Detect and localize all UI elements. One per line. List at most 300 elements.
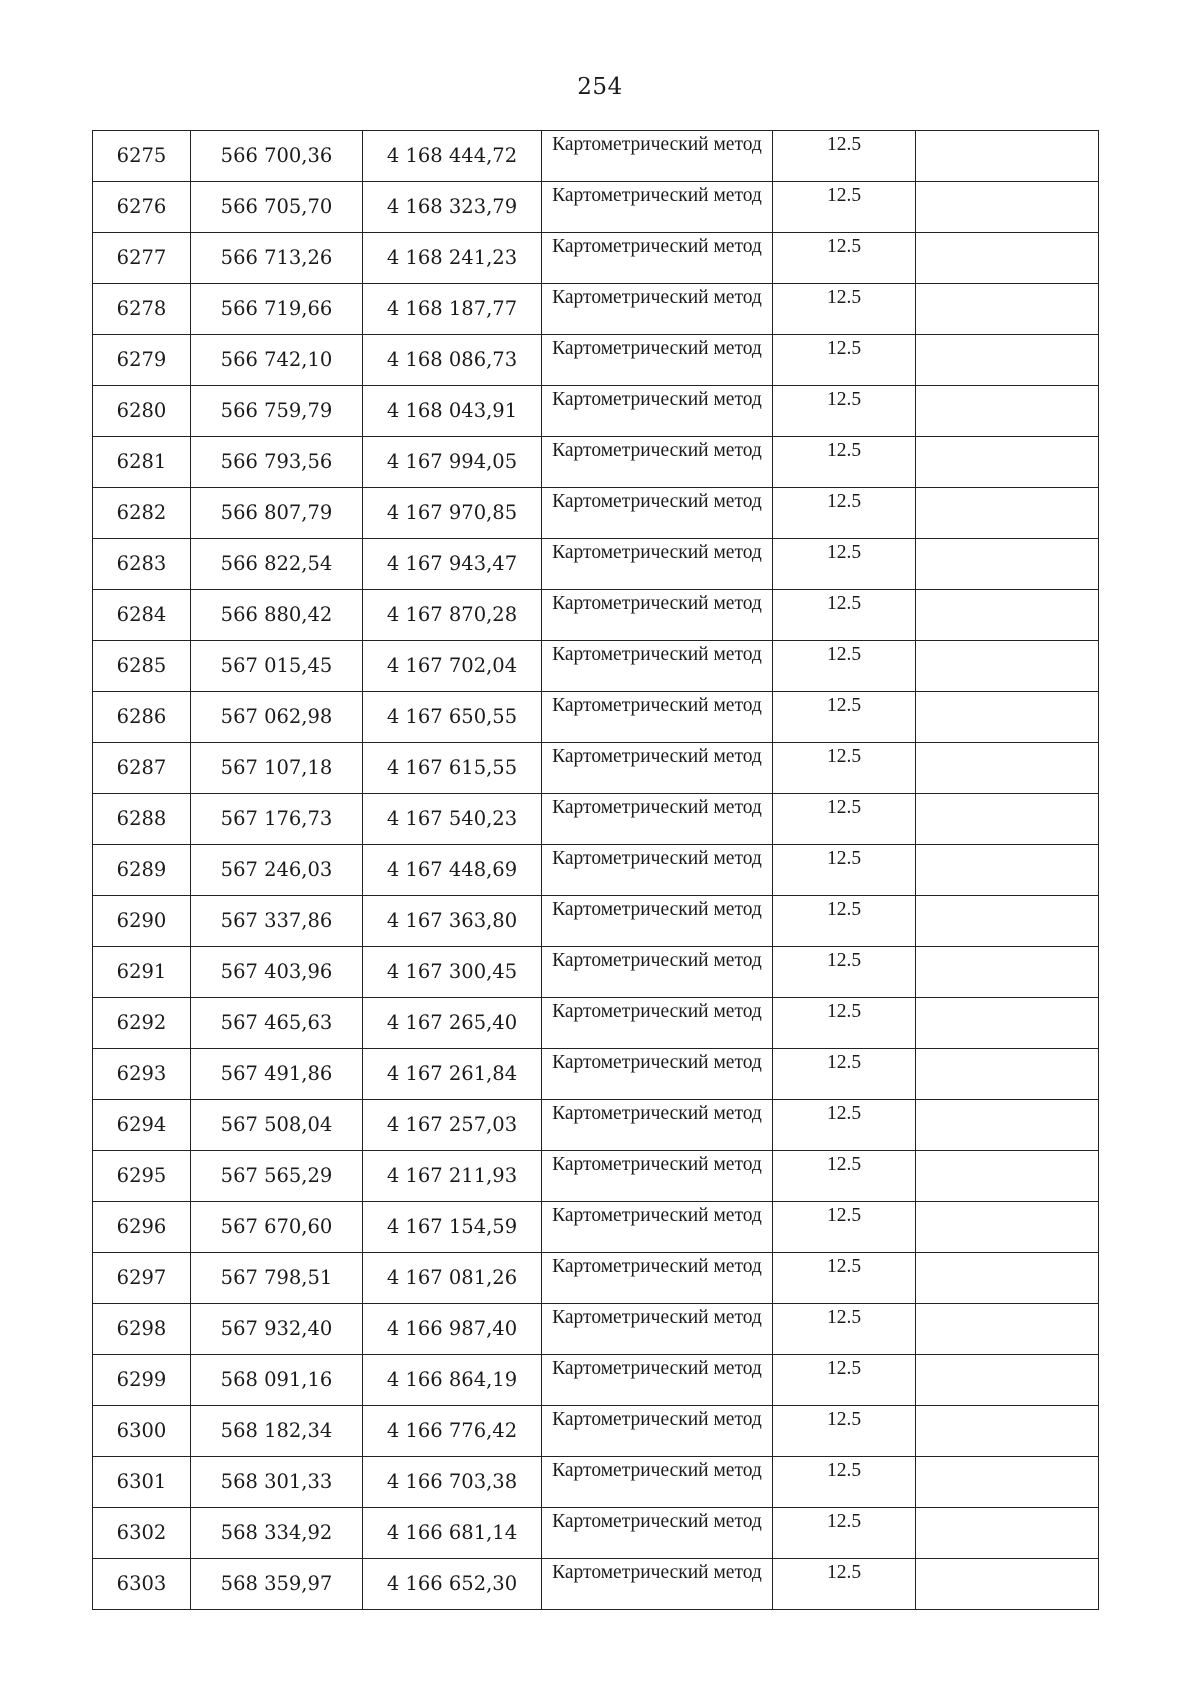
point-number-cell-text: 6295 [116, 1164, 167, 1188]
point-number-cell [93, 1151, 191, 1202]
y-coordinate-cell [363, 1202, 542, 1253]
point-number-cell [93, 335, 191, 386]
y-coordinate-cell-text: 4 166 652,30 [386, 1572, 518, 1596]
y-coordinate-cell [363, 896, 542, 947]
y-coordinate-cell [363, 641, 542, 692]
point-number-cell [93, 794, 191, 845]
accuracy-cell [773, 641, 916, 692]
y-coordinate-cell [363, 182, 542, 233]
x-coordinate-cell [191, 998, 363, 1049]
table-row [93, 641, 1099, 692]
accuracy-cell [773, 1304, 916, 1355]
accuracy-cell-text: 12.5 [826, 848, 862, 869]
y-coordinate-cell [363, 1304, 542, 1355]
method-cell [542, 1100, 773, 1151]
method-cell [542, 1253, 773, 1304]
y-coordinate-cell-text: 4 167 265,40 [386, 1011, 518, 1035]
table-row [93, 1508, 1099, 1559]
x-coordinate-cell-text: 568 334,92 [220, 1521, 333, 1545]
table-row [93, 488, 1099, 539]
point-number-cell-text: 6288 [116, 807, 167, 831]
y-coordinate-cell-text: 4 168 241,23 [386, 246, 518, 270]
method-cell-text: Картометрический метод [552, 1001, 762, 1022]
x-coordinate-cell-text: 568 359,97 [220, 1572, 333, 1596]
x-coordinate-cell [191, 386, 363, 437]
note-cell [916, 998, 1099, 1049]
point-number-cell-text: 6301 [116, 1470, 167, 1494]
y-coordinate-cell-text: 4 167 702,04 [386, 654, 518, 678]
x-coordinate-cell-text: 567 932,40 [220, 1317, 333, 1341]
method-cell-text: Картометрический метод [552, 1052, 762, 1073]
table-row [93, 1049, 1099, 1100]
note-cell [916, 1559, 1099, 1610]
method-cell-text: Картометрический метод [552, 1103, 762, 1124]
accuracy-cell [773, 1253, 916, 1304]
point-number-cell-text: 6294 [116, 1113, 167, 1137]
note-cell [916, 1253, 1099, 1304]
method-cell-text: Картометрический метод [552, 1154, 762, 1175]
note-cell [916, 845, 1099, 896]
point-number-cell-text: 6280 [116, 399, 167, 423]
y-coordinate-cell-text: 4 167 994,05 [386, 450, 518, 474]
coordinates-table [92, 130, 1099, 1610]
method-cell-text: Картометрический метод [552, 1562, 762, 1583]
point-number-cell-text: 6287 [116, 756, 167, 780]
method-cell-text: Картометрический метод [552, 134, 762, 155]
y-coordinate-cell [363, 131, 542, 182]
note-cell [916, 794, 1099, 845]
method-cell [542, 998, 773, 1049]
accuracy-cell [773, 386, 916, 437]
method-cell [542, 1559, 773, 1610]
y-coordinate-cell [363, 1100, 542, 1151]
accuracy-cell [773, 233, 916, 284]
x-coordinate-cell [191, 947, 363, 998]
point-number-cell [93, 1508, 191, 1559]
x-coordinate-cell [191, 1559, 363, 1610]
method-cell [542, 896, 773, 947]
y-coordinate-cell [363, 1049, 542, 1100]
x-coordinate-cell [191, 896, 363, 947]
point-number-cell-text: 6278 [116, 297, 167, 321]
point-number-cell [93, 539, 191, 590]
method-cell [542, 590, 773, 641]
note-cell [916, 1304, 1099, 1355]
note-cell [916, 1457, 1099, 1508]
accuracy-cell-text: 12.5 [826, 1460, 862, 1481]
x-coordinate-cell [191, 233, 363, 284]
x-coordinate-cell-text: 566 742,10 [220, 348, 333, 372]
y-coordinate-cell-text: 4 167 943,47 [386, 552, 518, 576]
x-coordinate-cell-text: 567 337,86 [220, 909, 333, 933]
point-number-cell-text: 6300 [116, 1419, 167, 1443]
x-coordinate-cell-text: 567 670,60 [220, 1215, 333, 1239]
y-coordinate-cell [363, 1508, 542, 1559]
table-row [93, 743, 1099, 794]
y-coordinate-cell [363, 1559, 542, 1610]
x-coordinate-cell-text: 566 700,36 [220, 144, 333, 168]
x-coordinate-cell [191, 1100, 363, 1151]
method-cell-text: Картометрический метод [552, 338, 762, 359]
accuracy-cell [773, 284, 916, 335]
x-coordinate-cell [191, 845, 363, 896]
accuracy-cell-text: 12.5 [826, 338, 862, 359]
table-row [93, 1559, 1099, 1610]
method-cell [542, 1049, 773, 1100]
accuracy-cell-text: 12.5 [826, 1562, 862, 1583]
y-coordinate-cell [363, 1151, 542, 1202]
x-coordinate-cell [191, 1355, 363, 1406]
y-coordinate-cell-text: 4 168 323,79 [386, 195, 518, 219]
point-number-cell-text: 6279 [116, 348, 167, 372]
x-coordinate-cell-text: 567 565,29 [220, 1164, 333, 1188]
table-row [93, 1406, 1099, 1457]
method-cell [542, 335, 773, 386]
x-coordinate-cell [191, 1049, 363, 1100]
method-cell-text: Картометрический метод [552, 1409, 762, 1430]
method-cell [542, 743, 773, 794]
method-cell [542, 1355, 773, 1406]
y-coordinate-cell [363, 794, 542, 845]
point-number-cell-text: 6275 [116, 144, 167, 168]
table-row [93, 947, 1099, 998]
method-cell-text: Картометрический метод [552, 950, 762, 971]
table-row [93, 794, 1099, 845]
point-number-cell [93, 386, 191, 437]
y-coordinate-cell [363, 590, 542, 641]
accuracy-cell-text: 12.5 [826, 1001, 862, 1022]
note-cell [916, 1508, 1099, 1559]
x-coordinate-cell-text: 567 798,51 [220, 1266, 333, 1290]
x-coordinate-cell-text: 567 015,45 [220, 654, 333, 678]
table-row [93, 896, 1099, 947]
accuracy-cell [773, 1457, 916, 1508]
accuracy-cell-text: 12.5 [826, 542, 862, 563]
y-coordinate-cell-text: 4 166 864,19 [386, 1368, 518, 1392]
point-number-cell [93, 131, 191, 182]
x-coordinate-cell-text: 567 107,18 [220, 756, 333, 780]
x-coordinate-cell [191, 1457, 363, 1508]
accuracy-cell [773, 539, 916, 590]
accuracy-cell-text: 12.5 [826, 440, 862, 461]
method-cell [542, 947, 773, 998]
point-number-cell [93, 437, 191, 488]
method-cell-text: Картометрический метод [552, 797, 762, 818]
y-coordinate-cell-text: 4 167 540,23 [386, 807, 518, 831]
table-row [93, 1100, 1099, 1151]
note-cell [916, 437, 1099, 488]
point-number-cell-text: 6290 [116, 909, 167, 933]
method-cell-text: Картометрический метод [552, 1307, 762, 1328]
method-cell [542, 1457, 773, 1508]
x-coordinate-cell [191, 794, 363, 845]
method-cell [542, 437, 773, 488]
accuracy-cell [773, 1151, 916, 1202]
method-cell-text: Картометрический метод [552, 185, 762, 206]
table-row [93, 1202, 1099, 1253]
point-number-cell-text: 6298 [116, 1317, 167, 1341]
accuracy-cell-text: 12.5 [826, 134, 862, 155]
accuracy-cell [773, 131, 916, 182]
x-coordinate-cell-text: 567 465,63 [220, 1011, 333, 1035]
y-coordinate-cell-text: 4 168 086,73 [386, 348, 518, 372]
table-row [93, 335, 1099, 386]
x-coordinate-cell [191, 641, 363, 692]
accuracy-cell-text: 12.5 [826, 1307, 862, 1328]
point-number-cell [93, 692, 191, 743]
point-number-cell-text: 6285 [116, 654, 167, 678]
method-cell [542, 233, 773, 284]
y-coordinate-cell-text: 4 167 261,84 [386, 1062, 518, 1086]
method-cell [542, 284, 773, 335]
accuracy-cell-text: 12.5 [826, 746, 862, 767]
table-row [93, 692, 1099, 743]
note-cell [916, 1151, 1099, 1202]
method-cell-text: Картометрический метод [552, 695, 762, 716]
accuracy-cell [773, 1508, 916, 1559]
table-row [93, 539, 1099, 590]
accuracy-cell-text: 12.5 [826, 236, 862, 257]
y-coordinate-cell-text: 4 166 681,14 [386, 1521, 518, 1545]
y-coordinate-cell-text: 4 167 081,26 [386, 1266, 518, 1290]
point-number-cell [93, 1253, 191, 1304]
method-cell-text: Картометрический метод [552, 1460, 762, 1481]
method-cell-text: Картометрический метод [552, 1205, 762, 1226]
point-number-cell-text: 6303 [116, 1572, 167, 1596]
table-row [93, 1457, 1099, 1508]
x-coordinate-cell [191, 1202, 363, 1253]
note-cell [916, 488, 1099, 539]
x-coordinate-cell-text: 567 491,86 [220, 1062, 333, 1086]
point-number-cell [93, 1355, 191, 1406]
note-cell [916, 284, 1099, 335]
method-cell [542, 1406, 773, 1457]
point-number-cell-text: 6277 [116, 246, 167, 270]
point-number-cell [93, 1457, 191, 1508]
method-cell [542, 131, 773, 182]
method-cell [542, 845, 773, 896]
point-number-cell-text: 6296 [116, 1215, 167, 1239]
method-cell-text: Картометрический метод [552, 746, 762, 767]
method-cell-text: Картометрический метод [552, 899, 762, 920]
point-number-cell [93, 845, 191, 896]
accuracy-cell [773, 845, 916, 896]
x-coordinate-cell [191, 692, 363, 743]
x-coordinate-cell-text: 566 705,70 [220, 195, 333, 219]
y-coordinate-cell-text: 4 167 448,69 [386, 858, 518, 882]
method-cell-text: Картометрический метод [552, 287, 762, 308]
point-number-cell [93, 947, 191, 998]
x-coordinate-cell-text: 568 301,33 [220, 1470, 333, 1494]
x-coordinate-cell [191, 335, 363, 386]
point-number-cell-text: 6302 [116, 1521, 167, 1545]
accuracy-cell-text: 12.5 [826, 1103, 862, 1124]
x-coordinate-cell-text: 567 403,96 [220, 960, 333, 984]
x-coordinate-cell [191, 1406, 363, 1457]
point-number-cell [93, 233, 191, 284]
point-number-cell [93, 998, 191, 1049]
accuracy-cell-text: 12.5 [826, 1511, 862, 1532]
x-coordinate-cell-text: 566 822,54 [220, 552, 333, 576]
point-number-cell-text: 6283 [116, 552, 167, 576]
table-row [93, 131, 1099, 182]
x-coordinate-cell-text: 566 759,79 [220, 399, 333, 423]
accuracy-cell-text: 12.5 [826, 1052, 862, 1073]
x-coordinate-cell-text: 566 713,26 [220, 246, 333, 270]
accuracy-cell-text: 12.5 [826, 287, 862, 308]
method-cell-text: Картометрический метод [552, 236, 762, 257]
page-number: 254 [577, 74, 623, 100]
x-coordinate-cell [191, 131, 363, 182]
accuracy-cell [773, 590, 916, 641]
accuracy-cell-text: 12.5 [826, 1256, 862, 1277]
point-number-cell [93, 182, 191, 233]
accuracy-cell [773, 1100, 916, 1151]
accuracy-cell [773, 1355, 916, 1406]
x-coordinate-cell-text: 566 719,66 [220, 297, 333, 321]
x-coordinate-cell [191, 1253, 363, 1304]
point-number-cell-text: 6299 [116, 1368, 167, 1392]
point-number-cell [93, 743, 191, 794]
x-coordinate-cell [191, 539, 363, 590]
table-row [93, 233, 1099, 284]
x-coordinate-cell [191, 1304, 363, 1355]
x-coordinate-cell-text: 567 176,73 [220, 807, 333, 831]
point-number-cell [93, 1559, 191, 1610]
method-cell [542, 539, 773, 590]
accuracy-cell-text: 12.5 [826, 593, 862, 614]
table-row [93, 1151, 1099, 1202]
y-coordinate-cell-text: 4 166 987,40 [386, 1317, 518, 1341]
note-cell [916, 539, 1099, 590]
method-cell-text: Картометрический метод [552, 1256, 762, 1277]
note-cell [916, 386, 1099, 437]
method-cell [542, 794, 773, 845]
y-coordinate-cell [363, 335, 542, 386]
note-cell [916, 743, 1099, 794]
table-row [93, 590, 1099, 641]
method-cell-text: Картометрический метод [552, 542, 762, 563]
point-number-cell-text: 6297 [116, 1266, 167, 1290]
y-coordinate-cell [363, 1406, 542, 1457]
y-coordinate-cell [363, 743, 542, 794]
x-coordinate-cell [191, 488, 363, 539]
accuracy-cell-text: 12.5 [826, 899, 862, 920]
table-row [93, 1355, 1099, 1406]
accuracy-cell [773, 335, 916, 386]
table-row [93, 845, 1099, 896]
accuracy-cell [773, 488, 916, 539]
y-coordinate-cell [363, 539, 542, 590]
table-row [93, 1304, 1099, 1355]
y-coordinate-cell [363, 692, 542, 743]
x-coordinate-cell-text: 568 091,16 [220, 1368, 333, 1392]
y-coordinate-cell [363, 386, 542, 437]
table-row [93, 1253, 1099, 1304]
y-coordinate-cell-text: 4 167 650,55 [386, 705, 518, 729]
y-coordinate-cell-text: 4 167 363,80 [386, 909, 518, 933]
y-coordinate-cell [363, 1253, 542, 1304]
x-coordinate-cell-text: 568 182,34 [220, 1419, 333, 1443]
y-coordinate-cell [363, 1457, 542, 1508]
y-coordinate-cell [363, 845, 542, 896]
method-cell-text: Картометрический метод [552, 1511, 762, 1532]
x-coordinate-cell-text: 567 508,04 [220, 1113, 333, 1137]
method-cell [542, 488, 773, 539]
coordinates-table-body [93, 131, 1099, 1610]
method-cell [542, 1202, 773, 1253]
accuracy-cell-text: 12.5 [826, 1154, 862, 1175]
y-coordinate-cell-text: 4 166 703,38 [386, 1470, 518, 1494]
y-coordinate-cell-text: 4 167 154,59 [386, 1215, 518, 1239]
point-number-cell-text: 6284 [116, 603, 167, 627]
note-cell [916, 1202, 1099, 1253]
table-row [93, 437, 1099, 488]
point-number-cell [93, 284, 191, 335]
accuracy-cell [773, 692, 916, 743]
x-coordinate-cell [191, 437, 363, 488]
accuracy-cell [773, 998, 916, 1049]
point-number-cell [93, 1049, 191, 1100]
note-cell [916, 182, 1099, 233]
accuracy-cell [773, 1049, 916, 1100]
y-coordinate-cell-text: 4 168 043,91 [386, 399, 518, 423]
note-cell [916, 1049, 1099, 1100]
x-coordinate-cell [191, 284, 363, 335]
y-coordinate-cell-text: 4 167 300,45 [386, 960, 518, 984]
note-cell [916, 896, 1099, 947]
x-coordinate-cell [191, 1151, 363, 1202]
accuracy-cell [773, 743, 916, 794]
note-cell [916, 692, 1099, 743]
method-cell [542, 692, 773, 743]
note-cell [916, 131, 1099, 182]
point-number-cell-text: 6289 [116, 858, 167, 882]
x-coordinate-cell-text: 567 062,98 [220, 705, 333, 729]
point-number-cell-text: 6291 [116, 960, 167, 984]
y-coordinate-cell [363, 998, 542, 1049]
accuracy-cell [773, 1559, 916, 1610]
method-cell-text: Картометрический метод [552, 644, 762, 665]
point-number-cell-text: 6276 [116, 195, 167, 219]
accuracy-cell-text: 12.5 [826, 950, 862, 971]
note-cell [916, 335, 1099, 386]
method-cell [542, 1151, 773, 1202]
x-coordinate-cell-text: 566 807,79 [220, 501, 333, 525]
method-cell [542, 182, 773, 233]
table-row [93, 182, 1099, 233]
y-coordinate-cell [363, 233, 542, 284]
accuracy-cell [773, 182, 916, 233]
method-cell [542, 386, 773, 437]
note-cell [916, 233, 1099, 284]
accuracy-cell-text: 12.5 [826, 185, 862, 206]
method-cell [542, 1508, 773, 1559]
table-row [93, 284, 1099, 335]
x-coordinate-cell-text: 566 880,42 [220, 603, 333, 627]
y-coordinate-cell [363, 284, 542, 335]
method-cell-text: Картометрический метод [552, 593, 762, 614]
y-coordinate-cell-text: 4 168 444,72 [386, 144, 518, 168]
point-number-cell-text: 6281 [116, 450, 167, 474]
point-number-cell [93, 896, 191, 947]
accuracy-cell-text: 12.5 [826, 389, 862, 410]
point-number-cell-text: 6282 [116, 501, 167, 525]
method-cell [542, 641, 773, 692]
y-coordinate-cell-text: 4 167 211,93 [386, 1164, 518, 1188]
accuracy-cell-text: 12.5 [826, 1409, 862, 1430]
point-number-cell-text: 6286 [116, 705, 167, 729]
